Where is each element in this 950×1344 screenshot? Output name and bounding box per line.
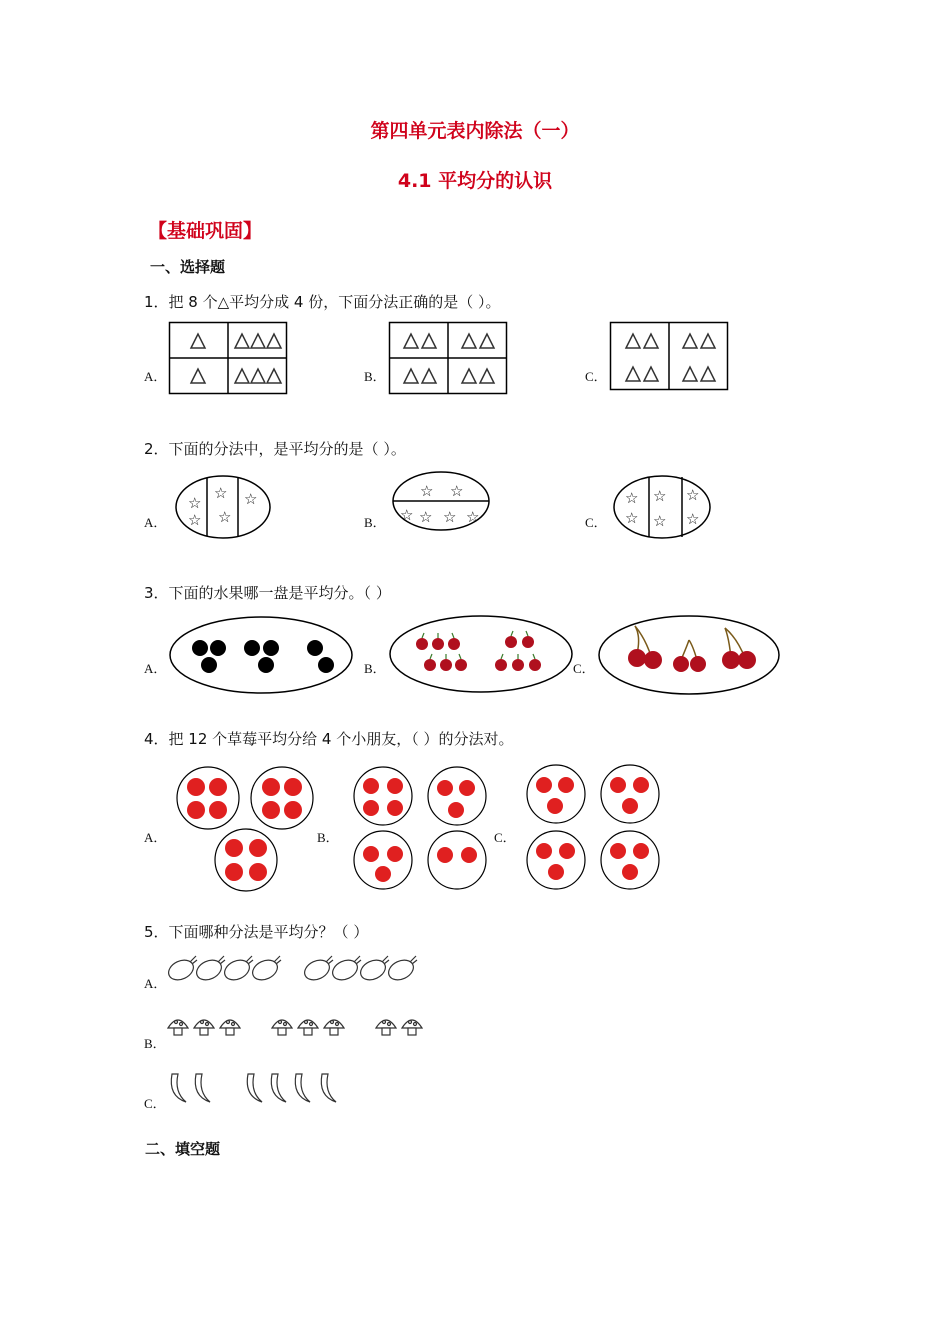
option-label-b: B． bbox=[317, 830, 339, 845]
option-label-a: A． bbox=[144, 369, 167, 384]
star-icon: ☆ bbox=[625, 509, 639, 527]
question-1: 1．把 8 个△平均分成 4 份，下面分法正确的是（ ）。 bbox=[144, 293, 501, 311]
option-label-c: C． bbox=[494, 830, 516, 845]
q5-option-a-eggplants[interactable] bbox=[166, 950, 422, 986]
star-icon: ☆ bbox=[188, 511, 202, 529]
option-label-a: A． bbox=[144, 661, 167, 676]
star-icon: ☆ bbox=[218, 508, 232, 526]
star-icon: ☆ bbox=[686, 486, 700, 504]
q5-option-c-bananas[interactable] bbox=[166, 1070, 346, 1108]
option-label-c: C． bbox=[573, 661, 595, 676]
option-label-a: A． bbox=[144, 830, 167, 845]
star-icon: ☆ bbox=[419, 508, 433, 526]
option-label-b: B． bbox=[364, 661, 386, 676]
section-heading: 【基础巩固】 bbox=[148, 220, 263, 242]
star-icon: ☆ bbox=[244, 490, 258, 508]
q1-option-b-box[interactable] bbox=[389, 322, 507, 394]
q3-option-c-plate[interactable] bbox=[597, 614, 781, 696]
option-label-a: A． bbox=[144, 976, 167, 991]
option-label-c: C． bbox=[585, 515, 607, 530]
question-5: 5．下面哪种分法是平均分？（ ） bbox=[144, 923, 369, 941]
q2-option-c-oval[interactable] bbox=[612, 474, 712, 540]
q4-option-c-plates[interactable] bbox=[520, 760, 670, 894]
star-icon: ☆ bbox=[450, 482, 464, 500]
page-title: 第四单元表内除法（一） bbox=[370, 120, 580, 142]
star-icon: ☆ bbox=[466, 508, 480, 526]
star-icon: ☆ bbox=[653, 512, 667, 530]
part-heading-fill: 二、填空题 bbox=[145, 1140, 221, 1158]
q3-option-b-plate[interactable] bbox=[388, 614, 574, 694]
option-label-b: B． bbox=[364, 369, 386, 384]
star-icon: ☆ bbox=[625, 489, 639, 507]
question-2: 2．下面的分法中，是平均分的是（ ）。 bbox=[144, 440, 406, 458]
q4-option-a-plates[interactable] bbox=[168, 760, 318, 894]
page-subtitle: 4.1 平均分的认识 bbox=[397, 170, 553, 192]
star-icon: ☆ bbox=[653, 487, 667, 505]
q5-option-b-mushrooms[interactable] bbox=[166, 1012, 432, 1040]
q1-option-c-box[interactable] bbox=[610, 322, 728, 390]
q1-option-a-box[interactable] bbox=[169, 322, 287, 394]
option-label-b: B． bbox=[144, 1036, 166, 1051]
star-icon: ☆ bbox=[686, 510, 700, 528]
star-icon: ☆ bbox=[443, 508, 457, 526]
part-heading-choice: 一、选择题 bbox=[150, 258, 226, 276]
option-label-b: B． bbox=[364, 515, 386, 530]
option-label-c: C． bbox=[144, 1096, 166, 1111]
question-3: 3．下面的水果哪一盘是平均分。（ ） bbox=[144, 584, 391, 602]
q4-option-b-plates[interactable] bbox=[345, 760, 495, 894]
star-icon: ☆ bbox=[400, 506, 414, 524]
star-icon: ☆ bbox=[420, 482, 434, 500]
q3-option-a-plate[interactable] bbox=[168, 615, 354, 695]
question-4: 4．把 12 个草莓平均分给 4 个小朋友，（ ）的分法对。 bbox=[144, 730, 514, 748]
star-icon: ☆ bbox=[188, 494, 202, 512]
option-label-a: A． bbox=[144, 515, 167, 530]
star-icon: ☆ bbox=[214, 484, 228, 502]
option-label-c: C． bbox=[585, 369, 607, 384]
